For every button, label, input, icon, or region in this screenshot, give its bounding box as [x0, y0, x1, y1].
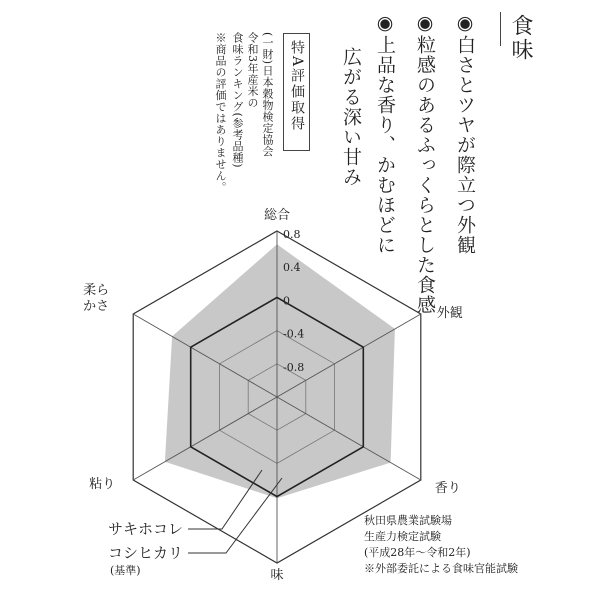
section-title: 食味 [508, 14, 533, 62]
award-label: 特A評価取得 [289, 40, 305, 133]
series-area-sakihokore [165, 244, 395, 498]
source-line: ※外部委託による食味官能試験 [364, 562, 518, 575]
axis-label: 味 [270, 568, 284, 583]
axis-label: 総合 [263, 208, 291, 223]
tick-label: -0.8 [283, 360, 305, 374]
source-line: (平成28年～令和2年) [364, 546, 471, 559]
feature-line-sweetness: 広がる深い甘み [340, 47, 362, 187]
award-note-ranking: 食味ランキング(参考品種) [231, 32, 244, 169]
axis-label: 香り [434, 481, 461, 496]
legend-koshihikari: コシヒカリ [108, 544, 184, 562]
axis-label: 柔ら [83, 283, 110, 298]
legend-base-note: (基準) [110, 564, 141, 577]
axis-label: 外観 [436, 306, 463, 321]
axis-label: かさ [83, 299, 110, 314]
award-note-org: (一財)日本穀物検定協会 [261, 32, 274, 157]
feature-line-texture: ◉粒感のあるふっくらとした食感 [414, 12, 436, 315]
tick-label: -0.4 [283, 327, 305, 341]
source-line: 生産力検定試験 [364, 530, 441, 543]
source-note [364, 513, 518, 577]
source-line: 秋田県農業試験場 [364, 514, 452, 527]
feature-line-aroma: ◉上品な香り、かむほどに [374, 12, 396, 255]
tick-label: 0.4 [283, 261, 301, 275]
axis-label: 粘り [89, 477, 116, 492]
tick-label: 0.8 [283, 228, 301, 241]
tick-label: 0 [283, 294, 290, 308]
award-note-disclaimer: ※商品の評価ではありません。 [214, 32, 227, 193]
legend-sakihokore: サキホコレ [108, 520, 184, 538]
feature-line-appearance: ◉白さとツヤが際立つ外観 [454, 12, 476, 255]
award-note-year: 令和3年産米の [246, 32, 259, 109]
